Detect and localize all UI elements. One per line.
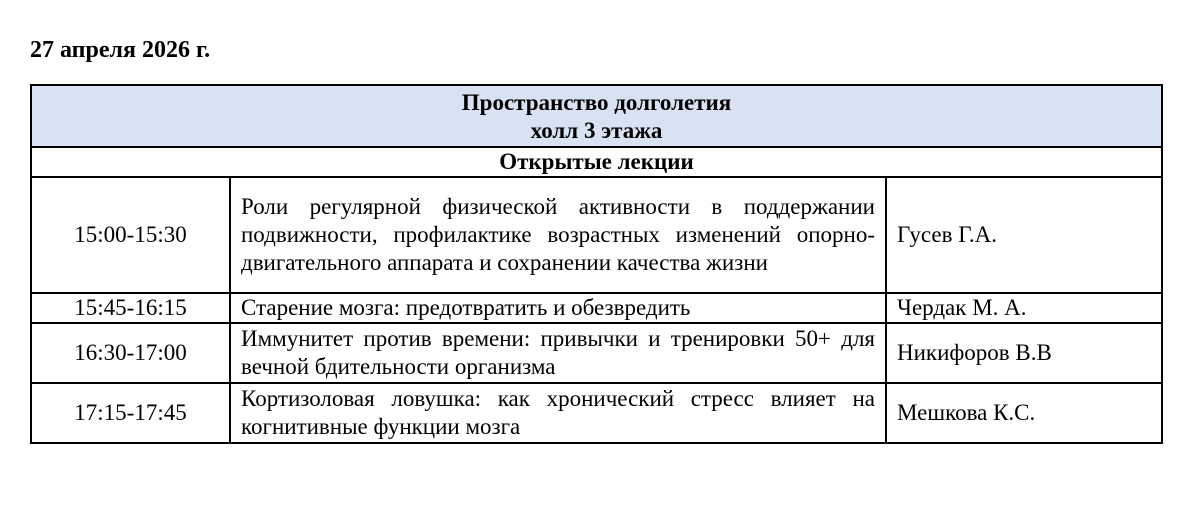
speaker-cell: Никифоров В.В	[886, 323, 1162, 383]
speaker-cell: Мешкова К.С.	[886, 383, 1162, 443]
topic-cell: Иммунитет против времени: привычки и тренировки 50+ для вечной бдительности организма	[230, 323, 886, 383]
header-row	[31, 85, 1162, 147]
speaker-cell: Чердак М. А.	[886, 293, 1162, 323]
time-cell: 15:45-16:15	[31, 293, 230, 323]
header-cell	[31, 85, 1162, 147]
section-row	[31, 147, 1162, 177]
header-title: Пространство долголетия	[461, 90, 732, 115]
table-row	[31, 177, 1162, 293]
topic-cell: Роли регулярной физической активности в поддержании подвижности, профилактике возрастных изменений опорно-двигательного аппарата и сохранении качества жизни	[230, 177, 886, 293]
topic-cell: Старение мозга: предотвратить и обезвредить	[230, 293, 886, 323]
time-cell: 17:15-17:45	[31, 383, 230, 443]
schedule-table	[30, 84, 1163, 444]
header-location: холл 3 этажа	[530, 118, 663, 143]
table-row	[31, 383, 1162, 443]
table-row	[31, 293, 1162, 323]
time-cell: 16:30-17:00	[31, 323, 230, 383]
topic-cell: Кортизоловая ловушка: как хронический стресс влияет на когнитивные функции мозга	[230, 383, 886, 443]
section-title: Открытые лекции	[31, 147, 1162, 177]
date-heading: 27 апреля 2026 г.	[30, 37, 211, 63]
speaker-cell: Гусев Г.А.	[886, 177, 1162, 293]
table-row	[31, 323, 1162, 383]
time-cell: 15:00-15:30	[31, 177, 230, 293]
